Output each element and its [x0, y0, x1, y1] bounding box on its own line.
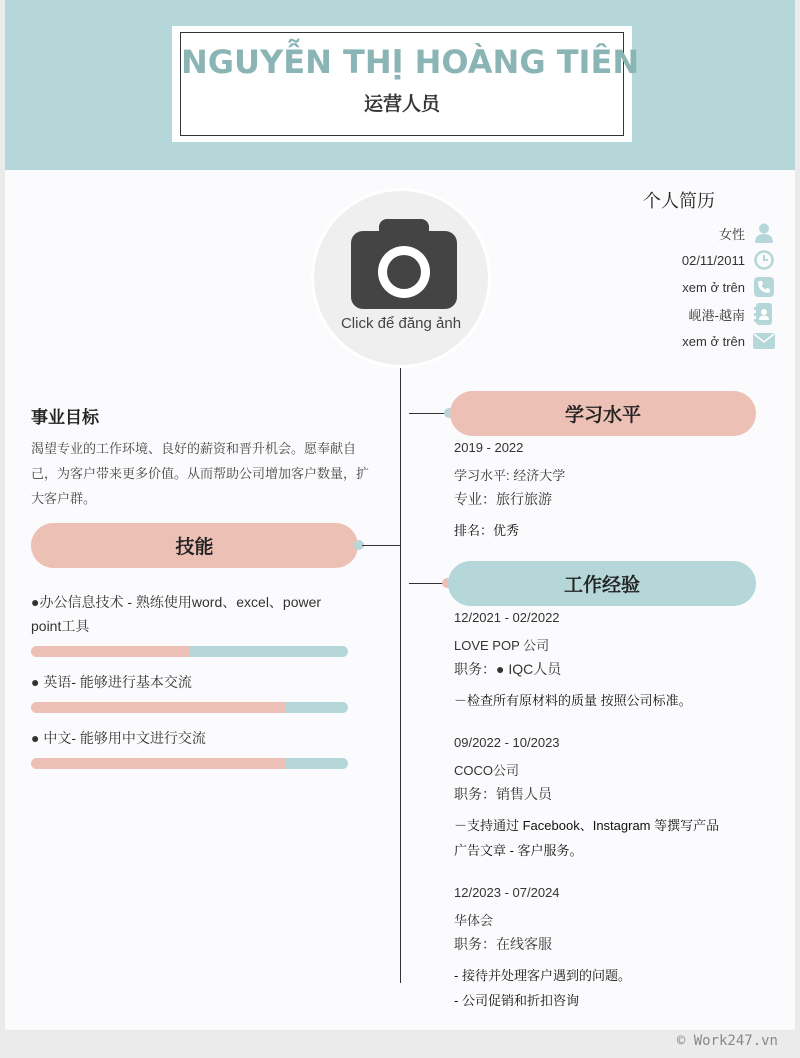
job-role[interactable]: 职务：销售人员	[454, 786, 552, 802]
skill-label: ● 中文- 能够用中文进行交流	[31, 730, 206, 746]
objective-line: 己，为客户带来更多价值。从而帮助公司增加客户数量，扩	[31, 466, 370, 481]
phone-icon	[753, 276, 775, 298]
resume-page	[5, 0, 795, 1030]
job-period[interactable]: 12/2021 - 02/2022	[454, 610, 560, 625]
job-description[interactable]: 广告文章 - 客户服务。	[454, 843, 583, 858]
address-row[interactable]	[689, 303, 775, 325]
name-frame	[180, 32, 640, 136]
timeline-connector	[409, 413, 449, 414]
job-company[interactable]: LOVE POP 公司	[454, 638, 550, 653]
education-major[interactable]: 专业：旅行旅游	[454, 491, 552, 507]
contact-card-icon	[753, 303, 775, 325]
skill-item[interactable]	[31, 590, 361, 638]
skill-label: ● 英语- 能够进行基本交流	[31, 674, 192, 690]
skill-bar	[31, 702, 348, 713]
birthday-value: 02/11/2011	[681, 252, 745, 268]
objective-line: 渴望专业的工作环境、良好的薪资和晋升机会。愿奉献自	[31, 441, 357, 456]
job-description[interactable]: －检查所有原材料的质量 按照公司标准。	[454, 693, 692, 708]
experience-heading	[448, 561, 756, 606]
skill-bar	[31, 646, 348, 657]
skill-bar-fill	[31, 758, 285, 769]
experience-title: 工作经验	[563, 575, 640, 596]
skill-label-cont: point工具	[31, 618, 90, 634]
clock-icon	[753, 249, 775, 271]
info-title: 个人简历	[643, 191, 715, 211]
full-name[interactable]: NGUYỄN THỊ HOÀNG TIÊN	[181, 43, 640, 81]
upload-photo-label: Click để đăng ảnh	[340, 315, 462, 332]
job-description[interactable]: - 公司促销和折扣咨询	[454, 993, 579, 1008]
education-period[interactable]: 2019 - 2022	[454, 440, 524, 455]
avatar-upload[interactable]	[311, 188, 491, 368]
envelope-icon	[753, 330, 775, 352]
skill-item[interactable]	[31, 726, 361, 750]
watermark: © Work247.vn	[676, 1033, 778, 1049]
skill-bar-fill	[31, 646, 190, 657]
job-role[interactable]: 职务：在线客服	[454, 936, 552, 952]
email-row[interactable]	[682, 330, 775, 352]
phone-row[interactable]	[682, 276, 775, 298]
job-period[interactable]: 12/2023 - 07/2024	[454, 885, 560, 900]
birthday-row[interactable]	[682, 249, 775, 271]
timeline-connector	[362, 545, 400, 546]
education-heading	[450, 391, 756, 436]
education-rank[interactable]: 排名：优秀	[454, 523, 520, 538]
objective-line: 大客户群。	[31, 491, 97, 506]
user-icon	[753, 222, 775, 244]
address-value: 岘港-越南	[688, 307, 745, 323]
education-title: 学习水平	[564, 405, 641, 426]
gender-row[interactable]	[719, 222, 775, 244]
objective-text[interactable]	[31, 436, 403, 511]
job-position[interactable]: 运营人员	[363, 94, 440, 115]
objective-title: 事业目标	[31, 408, 99, 427]
phone-value: xem ở trên	[682, 279, 745, 295]
email-value: xem ở trên	[682, 333, 745, 349]
job-period[interactable]: 09/2022 - 10/2023	[454, 735, 560, 750]
skill-item[interactable]	[31, 670, 361, 694]
name-card	[172, 26, 640, 142]
camera-icon	[349, 217, 459, 312]
education-school[interactable]: 学习水平: 经济大学	[454, 468, 566, 483]
job-company[interactable]: 华体会	[454, 913, 494, 928]
skills-title: 技能	[175, 537, 214, 558]
skill-bar-fill	[31, 702, 285, 713]
gender-value: 女性	[718, 226, 745, 242]
job-role[interactable]: 职务：● IQC人员	[454, 661, 562, 677]
skill-bar	[31, 758, 348, 769]
job-description[interactable]: - 接待并处理客户遇到的问题。	[454, 968, 631, 983]
skills-heading	[31, 523, 358, 568]
job-description[interactable]: －支持通过 Facebook、Instagram 等撰写产品	[454, 818, 720, 833]
job-company[interactable]: COCO公司	[454, 763, 520, 778]
skill-label: ●办公信息技术 - 熟练使用word、excel、power	[31, 594, 322, 610]
header-band	[5, 0, 795, 170]
